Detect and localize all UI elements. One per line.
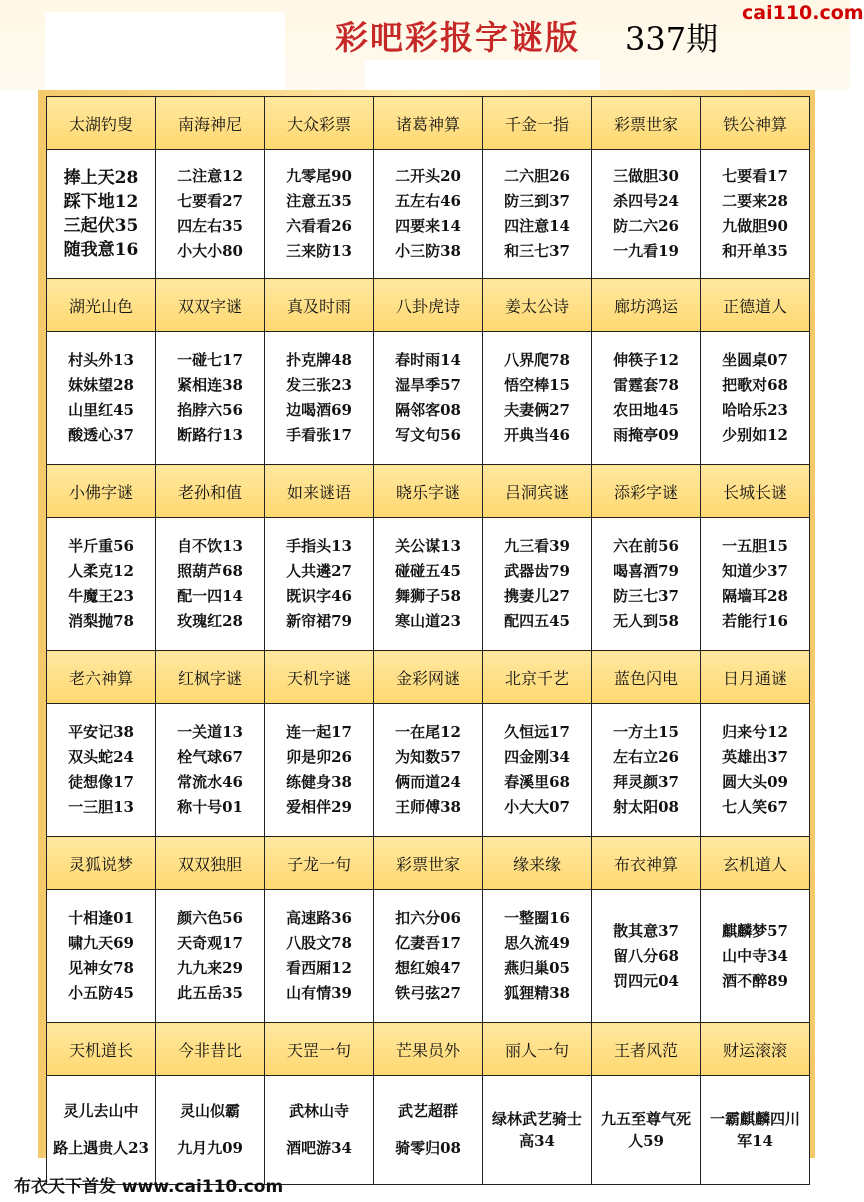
issue-number: 337期 [625,20,719,58]
riddle-line: 一五胆15 [722,537,788,555]
riddle-cell [47,890,156,1023]
column-author: 天机字谜 [265,651,374,704]
riddle-line: 燕归巢05 [504,959,570,977]
riddle-line: 发三张23 [286,376,352,394]
column-author: 布衣神算 [592,837,701,890]
column-author: 今非昔比 [156,1023,265,1076]
header-row [47,837,810,890]
riddle-line: 舞狮子58 [395,587,461,605]
riddle-line: 防三七37 [613,587,679,605]
riddle-line: 把歌对68 [722,376,788,394]
riddle-cell [265,332,374,465]
riddle-cell [265,1076,374,1185]
riddle-cell [374,518,483,651]
footer-text: 布衣天下首发 www.cai110.com [14,1177,284,1197]
riddle-line: 罚四元04 [613,971,679,990]
riddle-line: 四金刚34 [504,748,570,766]
header-row [47,279,810,332]
riddle-line: 既识字46 [286,587,352,605]
riddle-line: 和开单35 [722,242,788,260]
riddle-line: 栓气球67 [177,748,243,766]
column-author: 天机道长 [47,1023,156,1076]
riddle-line: 英雄出37 [722,748,788,766]
riddle-line: 二开头20 [395,167,461,185]
riddle-cell [265,890,374,1023]
riddle-line: 无人到58 [613,612,679,630]
column-author: 老孙和值 [156,465,265,518]
riddle-cell [47,704,156,837]
riddle-line: 配四五45 [504,612,570,630]
riddle-line: 狐狸精38 [504,984,570,1002]
riddle-cell [483,1076,592,1185]
riddle-line: 一在尾12 [395,723,461,741]
header-row [47,651,810,704]
riddle-line: 武艺超群 [397,1102,458,1120]
column-author: 添彩字谜 [592,465,701,518]
column-author: 廊坊鸿运 [592,279,701,332]
riddle-line: 武林山寺 [288,1102,349,1120]
riddle-cell [592,518,701,651]
riddle-line: 喝喜酒79 [613,562,679,580]
column-author: 北京千艺 [483,651,592,704]
riddle-line: 一方土15 [613,723,679,741]
riddle-line: 伸筷子12 [613,351,679,369]
riddle-line: 射太阳08 [613,798,679,816]
riddle-line: 为知数57 [395,748,461,766]
riddle-line: 留八分68 [613,946,679,965]
table-row [47,890,810,1023]
riddle-line: 小大小80 [177,242,243,260]
riddle-line: 一碰七17 [177,351,243,369]
table-row [47,150,810,279]
riddle-cell [483,704,592,837]
column-author: 如来谜语 [265,465,374,518]
riddle-line: 灵山似霸 [179,1102,240,1120]
riddle-cell [47,1076,156,1185]
riddle-line: 杀四号24 [613,192,679,210]
riddle-line: 八界爬78 [504,351,570,369]
riddle-line: 携妻儿27 [504,587,570,605]
riddle-line: 五左右46 [395,192,461,210]
riddle-line: 农田地45 [613,401,679,419]
riddle-line: 一霸麒麟四川军14 [709,1110,800,1150]
riddle-line: 照葫芦68 [177,562,243,580]
riddle-line: 爱相伴29 [286,798,352,816]
riddle-cell [483,150,592,279]
riddle-line: 捧上天28 [63,168,139,188]
riddle-line: 麒麟梦57 [722,921,788,940]
column-author: 金彩网谜 [374,651,483,704]
riddle-line: 三起伏35 [63,216,139,236]
riddle-cell [701,1076,810,1185]
riddle-line: 天奇观17 [177,934,243,952]
header-row [47,1023,810,1076]
riddle-line: 颜六色56 [177,909,243,927]
riddle-line: 左右立26 [613,748,679,766]
blank-panel [365,60,600,90]
column-author: 双双独胆 [156,837,265,890]
riddle-line: 踩下地12 [63,192,139,212]
riddle-line: 骑零归08 [395,1139,461,1157]
riddle-line: 酸透心37 [68,426,134,444]
riddle-cell [701,150,810,279]
riddle-line: 练健身38 [286,773,352,791]
column-author: 铁公神算 [701,97,810,150]
column-author: 太湖钓叟 [47,97,156,150]
column-author: 湖光山色 [47,279,156,332]
riddle-line: 山中寺34 [722,946,788,965]
column-author: 姜太公诗 [483,279,592,332]
riddle-cell [156,332,265,465]
riddle-line: 二六胆26 [504,167,570,185]
riddle-line: 和三七37 [504,242,570,260]
riddle-line: 一三胆13 [68,798,134,816]
riddle-line: 啸九天69 [68,934,134,952]
column-author: 晓乐字谜 [374,465,483,518]
riddle-line: 边喝酒69 [286,401,352,419]
riddle-cell [592,1076,701,1185]
riddle-line: 雨掩亭09 [613,426,679,444]
header-row [47,465,810,518]
riddle-line: 见神女78 [68,959,134,977]
riddle-line: 王师傅38 [395,798,461,816]
riddle-line: 手看张17 [286,426,352,444]
riddle-line: 散其意37 [613,921,679,940]
column-author: 日月通谜 [701,651,810,704]
column-author: 八卦虎诗 [374,279,483,332]
riddle-line: 卯是卯26 [286,748,352,766]
riddle-line: 二注意12 [177,167,243,185]
column-author: 丽人一句 [483,1023,592,1076]
riddle-cell [156,704,265,837]
column-author: 彩票世家 [374,837,483,890]
column-author: 芒果员外 [374,1023,483,1076]
riddle-table [46,96,810,1185]
riddle-cell [592,704,701,837]
riddle-line: 连一起17 [286,723,352,741]
riddle-line: 悟空棒15 [504,376,570,394]
riddle-line: 四左右35 [177,217,243,235]
riddle-cell [374,890,483,1023]
table-row [47,1076,810,1185]
riddle-cell [47,332,156,465]
column-author: 缘来缘 [483,837,592,890]
riddle-line: 九零尾90 [286,167,352,185]
riddle-cell [374,150,483,279]
riddle-line: 高速路36 [286,909,352,927]
riddle-line: 六在前56 [613,537,679,555]
column-author: 灵狐说梦 [47,837,156,890]
riddle-line: 自不饮13 [177,537,243,555]
header-row [47,97,810,150]
column-author: 双双字谜 [156,279,265,332]
riddle-line: 随我意16 [63,240,139,260]
riddle-line: 四注意14 [504,217,570,235]
riddle-cell [47,518,156,651]
riddle-line: 徒想像17 [68,773,134,791]
riddle-cell [265,704,374,837]
column-author: 大众彩票 [265,97,374,150]
riddle-line: 酒吧游34 [286,1139,352,1157]
column-author: 王者风范 [592,1023,701,1076]
riddle-cell [701,332,810,465]
riddle-line: 防二六26 [613,217,679,235]
riddle-line: 注意五35 [286,192,352,210]
riddle-line: 若能行16 [722,612,788,630]
column-author: 吕洞宾谜 [483,465,592,518]
riddle-cell [701,890,810,1023]
riddle-line: 双头蛇24 [68,748,134,766]
riddle-line: 铁弓弦27 [395,984,461,1002]
riddle-line: 湿旱季57 [395,376,461,394]
riddle-line: 人柔克12 [68,562,134,580]
riddle-line: 雷霆套78 [613,376,679,394]
riddle-line: 山有情39 [286,984,352,1002]
riddle-line: 十相逢01 [68,909,134,927]
riddle-line: 绿林武艺骑士高34 [491,1110,582,1150]
riddle-line: 新帘裙79 [286,612,352,630]
riddle-cell [374,704,483,837]
riddle-line: 掐脖六56 [177,401,243,419]
riddle-line: 武器齿79 [504,562,570,580]
riddle-line: 九五至尊气死人59 [600,1110,691,1150]
column-author: 诸葛神算 [374,97,483,150]
riddle-line: 关公谋13 [395,537,461,555]
riddle-line: 一九看19 [613,242,679,260]
riddle-cell [374,1076,483,1185]
riddle-cell [265,150,374,279]
riddle-line: 九三看39 [504,537,570,555]
riddle-cell [156,518,265,651]
riddle-line: 隔邻客08 [395,401,461,419]
riddle-line: 七要看17 [722,167,788,185]
riddle-line: 俩而道24 [395,773,461,791]
riddle-line: 手指头13 [286,537,352,555]
riddle-line: 七要看27 [177,192,243,210]
riddle-line: 此五岳35 [177,984,243,1002]
riddle-line: 写文句56 [395,426,461,444]
riddle-line: 小五防45 [68,984,134,1002]
riddle-line: 四要来14 [395,217,461,235]
riddle-line: 村头外13 [68,351,134,369]
riddle-cell [156,1076,265,1185]
riddle-cell [483,332,592,465]
riddle-cell [592,150,701,279]
table-row [47,704,810,837]
riddle-line: 小大大07 [504,798,570,816]
table-row [47,332,810,465]
riddle-line: 春时雨14 [395,351,461,369]
riddle-cell [374,332,483,465]
riddle-line: 小三防38 [395,242,461,260]
riddle-line: 一整圈16 [504,909,570,927]
riddle-line: 哈哈乐23 [722,401,788,419]
riddle-line: 九月九09 [177,1139,243,1157]
riddle-line: 夫妻俩27 [504,401,570,419]
riddle-cell [592,890,701,1023]
column-author: 千金一指 [483,97,592,150]
column-author: 南海神尼 [156,97,265,150]
riddle-line: 碰碰五45 [395,562,461,580]
riddle-cell [483,890,592,1023]
riddle-line: 久恒远17 [504,723,570,741]
riddle-line: 扣六分06 [395,909,461,927]
column-author: 蓝色闪电 [592,651,701,704]
riddle-line: 常流水46 [177,773,243,791]
riddle-line: 开典当46 [504,426,570,444]
riddle-line: 玫瑰红28 [177,612,243,630]
column-author: 小佛字谜 [47,465,156,518]
riddle-line: 六看看26 [286,217,352,235]
riddle-line: 三来防13 [286,242,352,260]
riddle-line: 妹妹望28 [68,376,134,394]
riddle-line: 春溪里68 [504,773,570,791]
riddle-line: 一关道13 [177,723,243,741]
riddle-line: 想红娘47 [395,959,461,977]
riddle-line: 平安记38 [68,723,134,741]
site-logo-text: cai110.com [742,2,864,24]
riddle-line: 紧相连38 [177,376,243,394]
riddle-line: 三做胆30 [613,167,679,185]
riddle-line: 称十号01 [177,798,243,816]
riddle-line: 坐圆桌07 [722,351,788,369]
riddle-line: 知道少37 [722,562,788,580]
column-author: 天罡一句 [265,1023,374,1076]
riddle-cell [265,518,374,651]
riddle-line: 配一四14 [177,587,243,605]
riddle-cell [483,518,592,651]
column-author: 子龙一句 [265,837,374,890]
riddle-line: 断路行13 [177,426,243,444]
riddle-line: 防三到37 [504,192,570,210]
riddle-line: 看西厢12 [286,959,352,977]
riddle-line: 思久流49 [504,934,570,952]
riddle-line: 七人笑67 [722,798,788,816]
column-author: 玄机道人 [701,837,810,890]
riddle-line: 归来兮12 [722,723,788,741]
column-author: 彩票世家 [592,97,701,150]
riddle-line: 牛魔王23 [68,587,134,605]
riddle-line: 路上遇贵人23 [53,1139,149,1157]
riddle-line: 八股文78 [286,934,352,952]
riddle-line: 少别如12 [722,426,788,444]
riddle-line: 半斤重56 [68,537,134,555]
page-title: 彩吧彩报字谜版 [335,18,580,57]
riddle-cell [47,150,156,279]
riddle-line: 寒山道23 [395,612,461,630]
riddle-line: 消梨抛78 [68,612,134,630]
riddle-line: 人共遴27 [286,562,352,580]
riddle-line: 九做胆90 [722,217,788,235]
riddle-cell [592,332,701,465]
riddle-line: 亿妻吾17 [395,934,461,952]
column-author: 长城长谜 [701,465,810,518]
riddle-line: 扑克牌48 [286,351,352,369]
column-author: 老六神算 [47,651,156,704]
riddle-cell [701,704,810,837]
riddle-line: 酒不醉89 [722,971,788,990]
riddle-cell [156,150,265,279]
column-author: 红枫字谜 [156,651,265,704]
riddle-line: 圆大头09 [722,773,788,791]
riddle-line: 隔墙耳28 [722,587,788,605]
riddle-cell [701,518,810,651]
column-author: 正德道人 [701,279,810,332]
blank-panel [45,12,285,90]
riddle-line: 山里红45 [68,401,134,419]
riddle-line: 拜灵颜37 [613,773,679,791]
riddle-line: 九九来29 [177,959,243,977]
riddle-line: 灵儿去山中 [63,1102,139,1120]
column-author: 真及时雨 [265,279,374,332]
table-row [47,518,810,651]
column-author: 财运滚滚 [701,1023,810,1076]
riddle-cell [156,890,265,1023]
riddle-line: 二要来28 [722,192,788,210]
